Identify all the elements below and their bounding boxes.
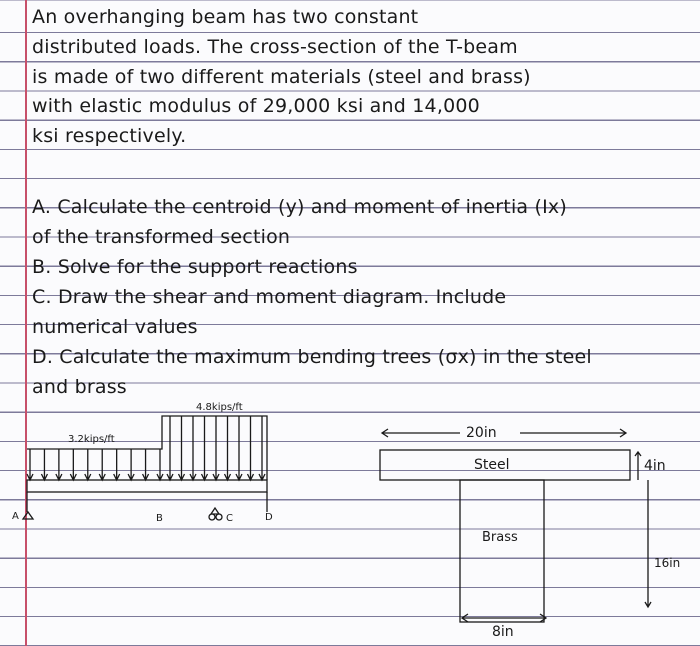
web-width-dimension bbox=[462, 614, 546, 622]
problem-line: An overhanging beam has two constant bbox=[32, 6, 419, 28]
steel-label: Steel bbox=[474, 457, 510, 473]
web-width-label: 8in bbox=[492, 624, 514, 640]
roller-c-icon bbox=[209, 514, 215, 520]
task-line: and brass bbox=[32, 376, 127, 398]
support-a-icon bbox=[23, 512, 33, 519]
section-diagram bbox=[380, 429, 651, 622]
flange-height-label: 4in bbox=[644, 458, 666, 474]
load-arrow bbox=[157, 449, 163, 480]
load-arrow bbox=[259, 416, 265, 480]
beam-ends bbox=[27, 492, 267, 512]
brass-web bbox=[460, 480, 544, 622]
point-c-label: C bbox=[226, 513, 233, 524]
load-arrow bbox=[225, 416, 231, 480]
load2-label: 4.8kips/ft bbox=[196, 402, 243, 413]
load-arrow bbox=[56, 449, 62, 480]
load-outline bbox=[27, 416, 267, 480]
load-arrow bbox=[190, 416, 196, 480]
load-arrow bbox=[143, 449, 149, 480]
load-arrow bbox=[179, 416, 185, 480]
load1-label: 3.2kips/ft bbox=[68, 434, 115, 445]
problem-line: is made of two different materials (steel and brass) bbox=[32, 66, 531, 88]
load-arrow bbox=[167, 416, 173, 480]
load-arrow bbox=[85, 449, 91, 480]
problem-line: ksi respectively. bbox=[32, 125, 187, 147]
beam-diagram bbox=[23, 416, 267, 520]
problem-line: with elastic modulus of 29,000 ksi and 14,000 bbox=[32, 95, 480, 117]
web-height-dimension bbox=[645, 480, 651, 607]
web-height-label: 16in bbox=[654, 556, 681, 570]
problem-line: distributed loads. The cross-section of the T-beam bbox=[32, 36, 518, 58]
beam bbox=[27, 480, 267, 492]
load-arrow bbox=[248, 416, 254, 480]
task-line: D. Calculate the maximum bending trees (σx) in the steel bbox=[32, 346, 592, 368]
flange-height-dimension bbox=[635, 452, 641, 480]
load-arrow bbox=[213, 416, 219, 480]
task-line: A. Calculate the centroid (y) and moment of inertia (Ix) bbox=[32, 196, 567, 218]
point-d-label: D bbox=[265, 512, 273, 523]
load-arrow bbox=[114, 449, 120, 480]
task-line: of the transformed section bbox=[32, 226, 291, 248]
load-arrow bbox=[27, 449, 33, 480]
load-arrow bbox=[202, 416, 208, 480]
brass-label: Brass bbox=[482, 530, 518, 545]
point-a-label: A bbox=[12, 511, 19, 522]
task-line: C. Draw the shear and moment diagram. Include bbox=[32, 286, 507, 308]
load-arrow bbox=[41, 449, 47, 480]
load-arrow bbox=[99, 449, 105, 480]
load-arrow bbox=[236, 416, 242, 480]
task-line: numerical values bbox=[32, 316, 198, 338]
load-arrow bbox=[70, 449, 76, 480]
load-arrow bbox=[128, 449, 134, 480]
point-b-label: B bbox=[156, 513, 163, 524]
task-line: B. Solve for the support reactions bbox=[32, 256, 358, 278]
width-dimension bbox=[382, 429, 626, 437]
width-top-label: 20in bbox=[466, 425, 497, 441]
